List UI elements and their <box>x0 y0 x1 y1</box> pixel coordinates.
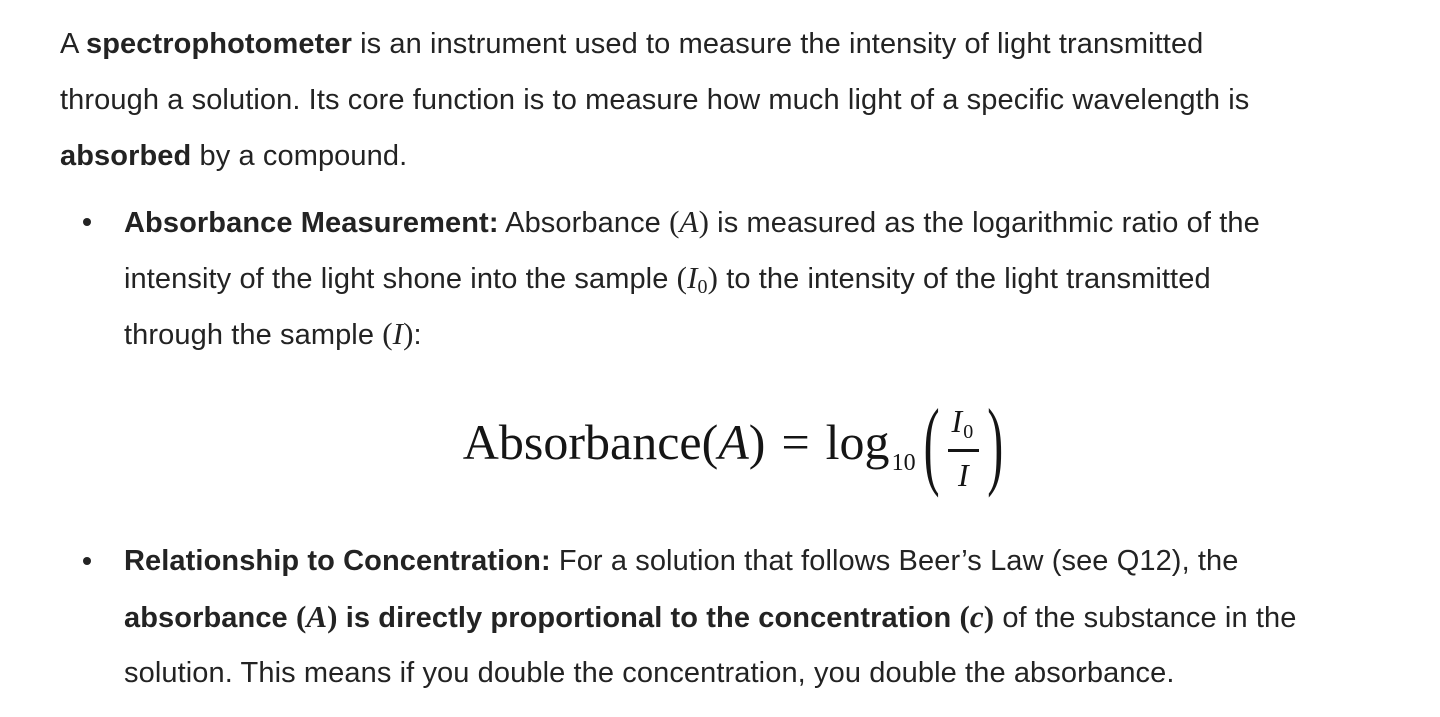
text-segment: solution. This means if you double the concentration, you double the absorbance. <box>124 657 1175 689</box>
text-line <box>124 533 1400 589</box>
math-symbol: ( <box>959 599 970 634</box>
formula-open-paren: ( <box>701 414 719 470</box>
formula-left-side <box>462 414 916 476</box>
text-segment: is an instrument used to measure the intensity of light transmitted <box>351 28 1204 60</box>
text-segment: Relationship to Concentration: <box>124 545 551 577</box>
text-line <box>60 128 1400 184</box>
math-symbol: A <box>679 204 699 239</box>
formula-equals-sign: = <box>781 414 810 470</box>
text-segment: Absorbance Measurement: <box>124 207 499 239</box>
text-segment: spectrophotometer <box>86 28 352 60</box>
bullet-icon <box>83 218 91 226</box>
text-segment: intensity of the light shone into the sample <box>124 263 677 295</box>
text-segment: absorbed <box>60 140 192 172</box>
text-segment: is directly proportional to the concentration <box>337 602 960 634</box>
math-symbol: ) <box>403 316 414 351</box>
text-line <box>124 645 1400 701</box>
math-symbol: ) <box>707 260 719 295</box>
list-item-relationship-concentration <box>60 533 1400 701</box>
math-symbol: A <box>306 599 328 634</box>
formula-function-name: Absorbance <box>462 414 702 470</box>
bullet-list <box>60 194 1400 701</box>
formula-fraction <box>948 402 980 491</box>
bullet-icon <box>83 557 91 565</box>
text-line <box>124 250 1400 306</box>
text-line <box>60 16 1400 72</box>
text-segment: through the sample <box>124 319 383 351</box>
text-segment: : <box>413 319 422 351</box>
formula-left-big-paren: ( <box>923 390 940 500</box>
formula-numerator-symbol: I <box>951 402 963 439</box>
text-line <box>60 72 1400 128</box>
text-line <box>124 306 1400 362</box>
math-symbol: ) <box>983 599 995 634</box>
formula-close-paren: ) <box>748 414 766 470</box>
formula-numerator-subscript: 0 <box>963 420 974 443</box>
text-segment: to the intensity of the light transmitted <box>718 263 1211 295</box>
formula-right-big-paren: ) <box>987 390 1004 500</box>
text-segment: Absorbance <box>498 207 670 239</box>
math-symbol: ) <box>698 204 709 239</box>
formula-argument: A <box>718 414 749 470</box>
list-item-text <box>124 194 1400 362</box>
text-segment: For a solution that follows Beer’s Law (see Q12), the <box>550 545 1239 577</box>
formula-log-base: 10 <box>891 450 916 476</box>
text-segment: by a compound. <box>191 140 408 172</box>
formula-numerator <box>948 402 980 452</box>
formula-log-operator: log <box>825 414 890 470</box>
math-symbol: I <box>687 260 698 295</box>
list-item-absorbance-measurement <box>60 194 1400 504</box>
math-symbol: 0 <box>697 276 708 298</box>
text-segment: A <box>60 28 86 60</box>
formula-denominator: I <box>958 456 969 493</box>
math-symbol: ( <box>382 316 393 351</box>
math-symbol: ( <box>295 599 307 634</box>
math-symbol: c <box>969 599 984 634</box>
text-segment: absorbance <box>124 602 296 634</box>
math-symbol: ( <box>669 204 680 239</box>
list-item-text <box>124 533 1400 701</box>
text-segment: is measured as the logarithmic ratio of the <box>709 207 1260 239</box>
math-symbol: ) <box>327 599 338 634</box>
intro-paragraph <box>60 16 1400 184</box>
math-symbol: I <box>392 316 404 351</box>
text-segment: of the substance in the <box>994 602 1297 634</box>
text-line <box>124 194 1400 250</box>
math-symbol: ( <box>676 260 688 295</box>
text-segment: through a solution. Its core function is to measure how much light of a specific wavelength is <box>60 84 1250 116</box>
absorbance-formula <box>99 388 1375 504</box>
text-line <box>124 589 1400 645</box>
